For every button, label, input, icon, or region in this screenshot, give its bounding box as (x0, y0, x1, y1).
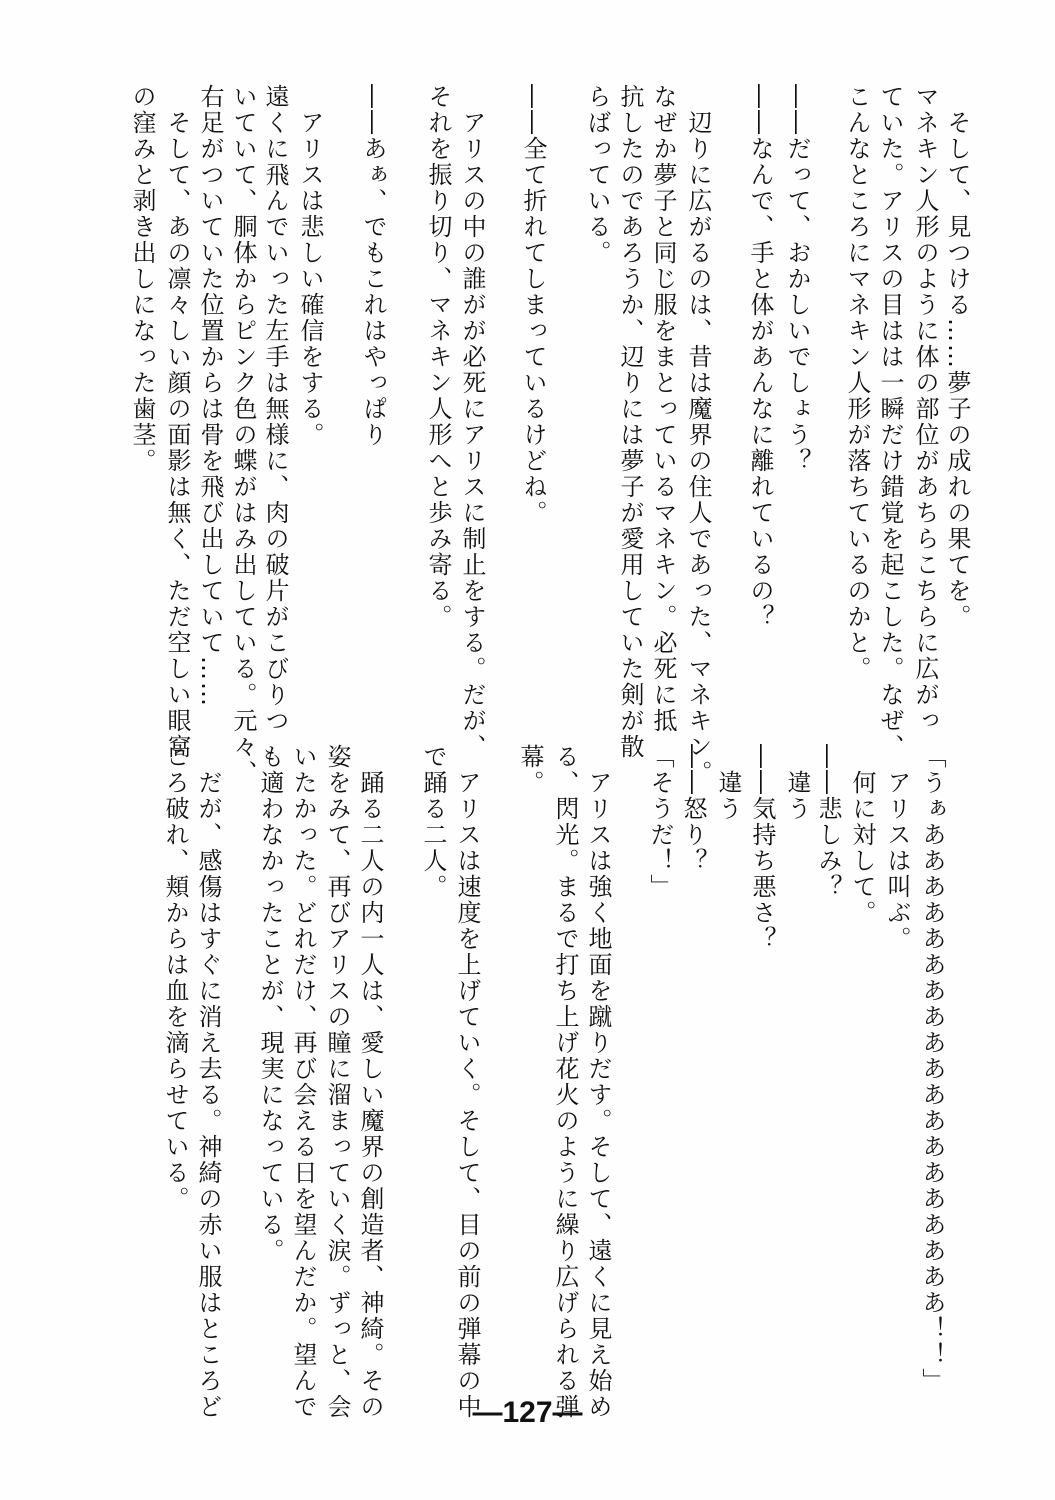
text-column: 姿をみて、再びアリスの瞳に溜まっていく涙。ずっと、会 (323, 744, 351, 1420)
text-column: 抗したのであろうか、辺りには夢子が愛用していた剣が散 (616, 84, 644, 760)
text-column: こんなところにマネキン人形が落ちているのかと。 (843, 84, 871, 682)
text-column: ころ破れ、頬からは血を滴らせている。 (161, 744, 189, 1212)
text-column: アリスは強く地面を蹴りだす。そして、遠くに見え始め (584, 770, 612, 1420)
text-column: なぜか夢子と同じ服をまとっているマネキン。必死に抵 (649, 84, 677, 734)
text-column: ていた。アリスの目はは一瞬だけ錯覚を起こした。なぜ、 (876, 84, 904, 760)
text-column: も適わなかったことが、現実になっている。 (256, 744, 284, 1264)
text-column: 遠くに飛んでいった左手は無様に、肉の破片がこびりつ (261, 84, 289, 734)
text-column: 違う (714, 770, 742, 822)
text-column: そして、あの凛々しい顔の面影は無く、ただ空しい眼窩 (163, 110, 191, 760)
text-column: る、閃光。まるで打ち上げ花火のように繰り広げられる弾 (551, 744, 579, 1420)
text-column: それを振り切り、マネキン人形へと歩み寄る。 (424, 84, 452, 630)
text-column: いたかった。どれだけ、再び会える日を望んだか。望んで (289, 744, 317, 1420)
text-column: 辺りに広がるのは、昔は魔界の住人であった、マネキン。 (684, 110, 712, 786)
text-column: ――全て折れてしまっているけどね。 (519, 84, 547, 526)
text-column: アリスは速度を上げていく。そして、目の前の弾幕の中 (453, 770, 481, 1420)
text-column: ――だって、おかしいでしょう？ (783, 84, 811, 474)
text-column: 違う (783, 770, 811, 822)
text-column: ――あぁ、でもこれはやっぱり (359, 84, 387, 448)
text-column: いていて、胴体からピンク色の蝶がはみ出している。元々、 (229, 84, 257, 786)
text-column: ――怒り？ (679, 744, 707, 874)
text-column: アリスは悲しい確信をする。 (296, 110, 324, 448)
text-column: 踊る二人の内一人は、愛しい魔界の創造者、神綺。その (356, 770, 384, 1420)
text-column: だが、感傷はすぐに消え去る。神綺の赤い服はところど (194, 770, 222, 1420)
text-column: 幕。 (516, 744, 544, 796)
text-column: 「うぁあああああああああああああああああああ！！」 (918, 744, 946, 1394)
page-number: ―127― (472, 1396, 583, 1429)
text-column: 何に対して。 (848, 770, 876, 926)
text-column: アリスの中の誰がが必死にアリスに制止をする。だが、 (458, 110, 486, 760)
text-column: らばっている。 (583, 84, 611, 266)
text-column: の窪みと剥き出しになった歯茎。 (128, 84, 156, 474)
text-column: で踊る二人。 (419, 744, 447, 900)
text-column: アリスは叫ぶ。 (883, 770, 911, 952)
text-column: ――気持ち悪さ？ (748, 744, 776, 952)
text-column: マネキン人形のように体の部位があちらこちらに広がっ (911, 84, 939, 734)
text-column: 右足がついていた位置からは骨を飛び出していて…… (196, 84, 224, 708)
text-column: そして、見つける……夢子の成れの果てを。 (943, 110, 971, 630)
text-column: 「そうだ！」 (646, 744, 674, 900)
text-column: ――なんで、手と体があんなに離れているの？ (746, 84, 774, 630)
text-column: ――悲しみ？ (814, 744, 842, 900)
